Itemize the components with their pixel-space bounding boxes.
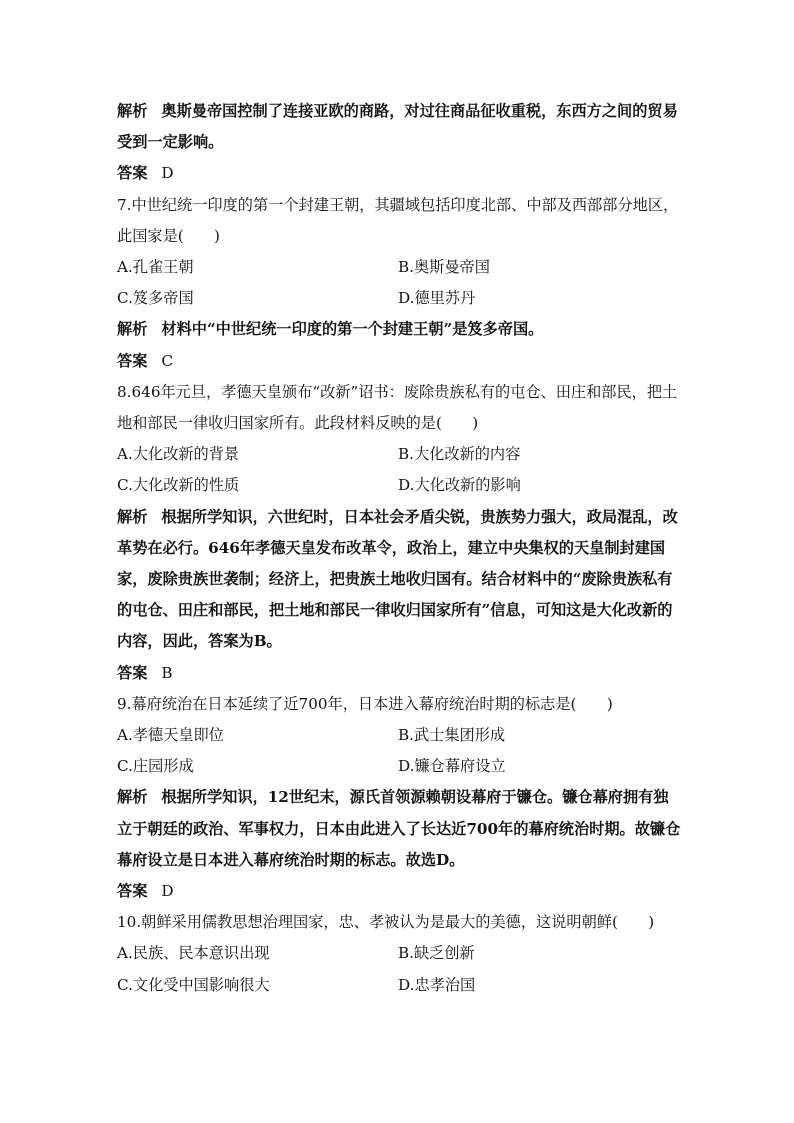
analysis-label: 解析 [117,507,148,526]
option-d: D.忠孝治国 [398,975,476,994]
analysis-q6 [117,96,682,158]
question-8-options [117,439,682,501]
document-body [117,96,682,1001]
option-b: B.缺乏创新 [398,944,475,963]
option-b: B.武士集团形成 [398,726,506,745]
analysis-q9 [117,782,682,876]
analysis-label: 解析 [117,102,148,120]
option-c: C.庄园形成 [117,757,194,776]
analysis-q8 [117,502,682,658]
option-a: A.孔雀王朝 [117,258,194,277]
option-b: B.大化改新的内容 [398,445,521,464]
answer-label: 答案 [117,164,148,183]
question-8-stem: 8.646年元旦，孝德天皇颁布“改新”诏书：废除贵族私有的屯仓、田庄和部民，把土地和部民一律收归国家所有。此段材料反映的是( ) [117,382,678,433]
question-10-stem: 10.朝鲜采用儒教思想治理国家，忠、孝被认为是最大的美德，这说明朝鲜( ) [117,913,655,932]
question-10-options [117,938,682,1000]
analysis-text: 奥斯曼帝国控制了连接亚欧的商路，对过往商品征收重税，东西方之间的贸易受到一定影响。 [117,102,678,152]
answer-q7 [117,346,682,377]
answer-label: 答案 [117,351,148,370]
question-9-stem: 9.幕府统治在日本延续了近700年，日本进入幕府统治时期的标志是( ) [117,694,613,713]
answer-value: D [161,882,174,901]
answer-value: D [161,164,174,183]
option-c: C.文化受中国影响很大 [117,975,270,994]
question-7-options [117,252,682,314]
option-c: C.大化改新的性质 [117,476,240,495]
answer-label: 答案 [117,663,148,682]
analysis-text: 根据所学知识，六世纪时，日本社会矛盾尖锐，贵族势力强大，政局混乱，改革势在必行。646年孝德天皇发布改革令，政治上，建立中央集权的天皇制封建国家，废除贵族世袭制；经济上，把贵族土地收归国有。结合材料中的“废除贵族私有的屯仓、田庄和部民，把土地和部民一律收归国家所有”信息，可知这是大化改新的内容，因此，答案为B。 [117,507,678,651]
option-a: A.民族、民本意识出现 [117,944,270,963]
option-c: C.笈多帝国 [117,289,194,308]
option-a: A.孝德天皇即位 [117,726,224,745]
answer-value: C [161,351,173,370]
analysis-text: 材料中“中世纪统一印度的第一个封建王朝”是笈多帝国。 [161,320,544,339]
option-d: D.德里苏丹 [398,289,476,308]
question-9-options [117,720,682,782]
answer-label: 答案 [117,882,148,901]
analysis-label: 解析 [117,788,148,807]
option-a: A.大化改新的背景 [117,445,240,464]
answer-value: B [161,663,173,682]
answer-q6 [117,158,682,189]
analysis-label: 解析 [117,320,148,339]
answer-q8 [117,658,682,689]
option-d: D.大化改新的影响 [398,476,521,495]
analysis-q7 [117,314,682,345]
option-b: B.奥斯曼帝国 [398,258,490,277]
option-d: D.镰仓幕府设立 [398,757,506,776]
analysis-text: 根据所学知识，12世纪末，源氏首领源赖朝设幕府于镰仓。镰仓幕府拥有独立于朝廷的政治、军事权力，日本由此进入了长达近700年的幕府统治时期。故镰仓幕府设立是日本进入幕府统治时期的标志。故选D。 [117,788,681,869]
question-7-stem: 7.中世纪统一印度的第一个封建王朝，其疆域包括印度北部、中部及西部部分地区，此国家是( ) [117,195,679,245]
answer-q9 [117,876,682,907]
